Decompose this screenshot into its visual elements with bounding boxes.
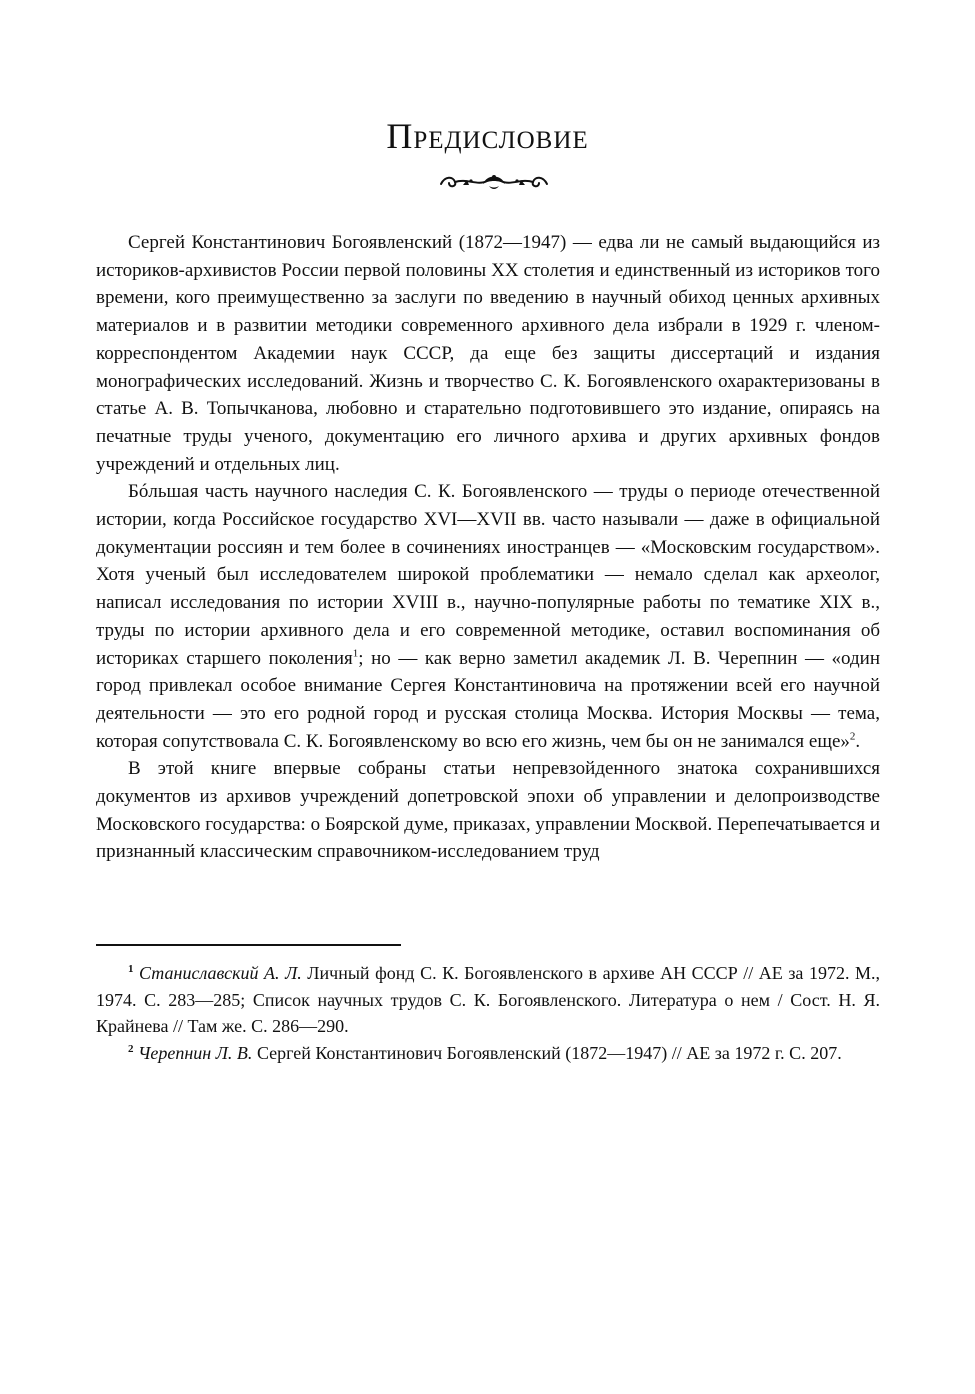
footnote-ref-1[interactable]: 1 (352, 647, 359, 660)
page-title: Предисловие (386, 116, 589, 156)
main-text (96, 229, 880, 866)
footnote-2 (96, 1040, 880, 1067)
footnote-2-text: Сергей Константинович Богоявленский (1872—1947) // АЕ за 1972 г. С. 207. (252, 1042, 842, 1063)
footnote-1-number: 1 (128, 963, 134, 975)
footnote-1-author: Станиславский А. Л. (139, 963, 302, 983)
footnote-2-number: 2 (128, 1042, 134, 1055)
decorative-flourish-icon (437, 172, 551, 192)
footnote-divider (96, 944, 401, 946)
paragraph-2-text-a: Бóльшая часть научного наследия С. К. Богоявленского — труды о периоде отечественной истории, когда Российское государство XVI—XVII вв. часто называли — даже в официальной документации россиян и тем более в сочинениях иностранцев — «Московским государством». Хотя ученый был исследователем широкой проблематики — немало сделал как археолог, написал исследования по истории XVIII в., научно-популярные работы по тематике XIX в., труды по истории архивного дела и его современной методике, оставил воспоминания об историках старшего поколения (96, 481, 880, 669)
paragraph-3-text: В этой книге впервые собраны статьи непревзойденного знатока сохранившихся документов из архивов учреждений допетровской эпохи об управлении и делопроизводстве Московского государства: о Боярской думе, приказах, управлении Москвой. Перепечатывается и признанный классическим справочником-исследованием труд (96, 758, 880, 863)
footnotes (96, 960, 880, 1066)
footnote-1 (96, 960, 880, 1040)
paragraph-2 (96, 478, 880, 755)
paragraph-1 (96, 229, 880, 478)
paragraph-3 (96, 755, 880, 866)
paragraph-1-text: Сергей Константинович Богоявленский (1872—1947) — едва ли не самый выдающийся из историков-архивистов России первой половины XX столетия и единственный из историков того времени, кого преимущественно за заслуги по введению в научный обиход ценных архивных материалов и в развитии методики современного архивного дела избрали в 1929 г. членом-корреспондентом Академии наук СССР, да еще без защиты диссертаций и издания монографических исследований. Жизнь и творчество С. К. Богоявленского охарактеризованы в статье А. В. Топычканова, любовно и старательно подготовившего это издание, опираясь на печатные труды ученого, документацию его личного архива и других архивных фондов учреждений и отдельных лиц. (96, 232, 880, 475)
paragraph-2-text-b: ; но — как верно заметил академик Л. В. Черепнин — «один город привлекал особое внимание Сергея Константиновича на протяжении всей его научной деятельности — это его родной город и русская столица Москва. История Москвы — тема, которая сопутствовала С. К. Богоявленскому во всю его жизнь, чем бы он не занимался еще» (96, 647, 880, 752)
footnote-1-text: Личный фонд С. К. Богоявленского в архиве АН СССР // АЕ за 1972. М., 1974. С. 283—285; Список научных трудов С. К. Богоявленского. Литература о нем / Сост. Н. Я. Крайнева // Там же. С. 286—290. (96, 963, 880, 1036)
paragraph-2-text-c: . (855, 730, 861, 752)
footnote-ref-2[interactable]: 2 (849, 730, 856, 743)
footnote-2-author: Черепнин Л. В. (138, 1042, 253, 1063)
